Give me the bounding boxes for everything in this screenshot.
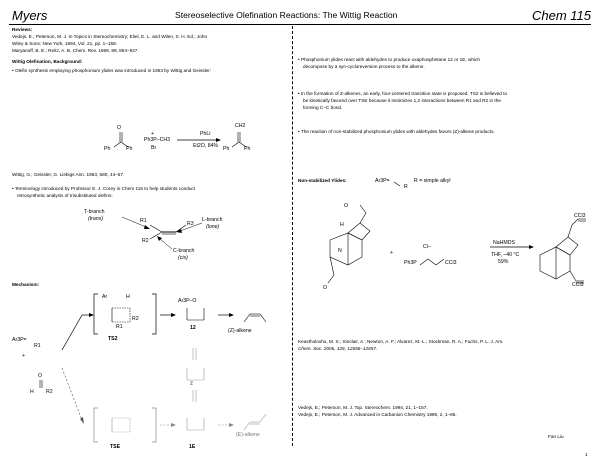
ref-vedejs-2: Vedejs, E.; Peterson, M. J. Advanced in Carbanion Chemistry 1996, 2, 1–85. <box>298 412 457 417</box>
ts-top-ar: Ar <box>102 294 108 300</box>
page-title: Stereoselective Olefination Reactions: The Wittig Reaction <box>175 10 398 20</box>
bond-ph-left <box>114 142 121 147</box>
ylide-formula: Ph3P–CH3 <box>144 137 170 143</box>
mechanism-scheme <box>12 290 292 455</box>
salt-chain-2 <box>428 259 436 265</box>
right-bullet-1b: decompose by a syn-cycloreversion process to the alkene. <box>303 64 425 69</box>
mech-plus: + <box>22 353 26 359</box>
ref-vedejs-1: Vedejs, E.; Peterson, M. J. Top. Stereochem. 1994, 21, 1–157. <box>298 405 428 410</box>
mechanism-heading: Mechanism: <box>12 282 40 287</box>
t-branch-sub: (trans) <box>88 216 103 222</box>
e-alkene-bond-2 <box>260 414 266 422</box>
nonstab-def: R = simple alkyl <box>414 178 451 184</box>
example-salt: Ph3P <box>404 260 417 266</box>
z-alkene-bond-1 <box>244 314 250 322</box>
example-n: N <box>338 248 342 254</box>
review-citation-1a: Vedejs, E.; Peterson, M. J. In Topics in Stereochemistry; Eliel, E. L. and Wilen, S. H. Ed.; John <box>12 34 208 39</box>
mech-ylide: Ar3P= <box>12 337 27 343</box>
product-ccl3-top: CCl3 <box>574 213 586 219</box>
right-bullet-2a: • In the formation of Z-alkenes, an early, four-centered transition state is proposed. TS2 is believed to <box>298 91 508 96</box>
ts-bottom-label: TSE <box>110 444 121 450</box>
mech-ylide-r1: R1 <box>34 343 41 349</box>
page-number: 1 <box>585 452 588 457</box>
mech-aldehyde-o: O <box>38 373 43 379</box>
c-branch-sub: (cis) <box>178 255 188 261</box>
ts-bottom-bracket-right <box>152 408 156 442</box>
start-chain-4 <box>328 275 334 283</box>
nonstab-chain <box>392 176 412 190</box>
example-h: H <box>340 222 344 228</box>
product-ph-right: Ph <box>244 146 251 152</box>
product-ring-1 <box>540 247 570 279</box>
ref-keastholovhu-2: Chem. Soc. 2006, 128, 12656–12657. <box>298 346 378 351</box>
reactant-o: O <box>117 125 122 131</box>
right-bullet-2c: forming C–C bond. <box>303 105 343 110</box>
alkene-bond-1 <box>150 225 162 232</box>
header-course: Chem 115 <box>532 8 592 23</box>
product-chain-2 <box>572 219 578 225</box>
example-cl-minus: Cl– <box>423 244 431 250</box>
salt-chain-3 <box>436 259 444 265</box>
start-chain-1 <box>360 213 366 223</box>
header-divider <box>9 24 591 25</box>
l-branch-sub: (lone) <box>206 224 220 230</box>
product-ring-2 <box>556 237 578 255</box>
mech-arrow-up <box>62 315 82 350</box>
oxaphos-top-ar3po: Ar3P–O <box>178 298 197 304</box>
header-author: Myers <box>12 8 48 23</box>
background-heading: Wittig Olefination, Background: <box>12 59 83 64</box>
example-reagent: NaHMDS <box>493 240 515 246</box>
ts-top-bracket-left <box>94 294 98 334</box>
background-bullet: • Olefin synthesis employing phosphonium ylides was introduced in 1953 by Wittig and Geissler: <box>12 68 212 73</box>
product-chain-1 <box>568 225 572 237</box>
product-chain-3 <box>570 271 576 281</box>
example-yield: 59% <box>498 259 509 265</box>
reviews-heading: Reviews: <box>12 27 33 32</box>
t-branch-label: T-branch <box>84 209 105 215</box>
branch-diagram <box>90 205 250 265</box>
oxaphos-top-label: 12 <box>190 325 196 331</box>
ylide-plus: + <box>151 131 155 137</box>
scheme1-reagent: PhLi <box>200 131 211 137</box>
oxaphos-mid-label: 2 <box>190 381 193 387</box>
example-o-top: O <box>344 203 349 209</box>
mech-arrowhead-down <box>80 417 84 424</box>
salt-chain-1 <box>420 259 428 265</box>
right-bullet-1a: • Phosphonium ylides react with aldehydes to produce oxaphosphetane 12 or 1E, which <box>298 57 480 62</box>
nonstab-ylide: Ar3P= <box>375 178 390 184</box>
example-plus: + <box>390 250 394 256</box>
author-name: Fan Liu <box>548 434 564 439</box>
example-salt-tail: CCl3 <box>445 260 457 266</box>
mech-aldehyde-r2: R2 <box>46 389 53 395</box>
product-ph-left: Ph <box>223 146 230 152</box>
branch-r2: R2 <box>142 238 149 244</box>
t-branch-arrowhead <box>144 225 150 229</box>
ylide-counterion: Br <box>151 145 157 151</box>
nonstab-bond <box>394 182 400 186</box>
start-chain-2 <box>360 205 366 213</box>
ts-top-label: TS2 <box>108 336 118 342</box>
c-branch-arrow <box>160 239 172 249</box>
example-o-bottom: O <box>323 285 328 291</box>
mech-arrowhead-bottom-2 <box>229 423 234 427</box>
nonstab-heading: Non-stabilized Ylides: <box>298 178 347 183</box>
review-citation-2: Maryanoff, B. E.; Reitz, A. B. Chem. Rev. 1989, 89, 863–927. <box>12 48 139 53</box>
right-bullet-3: • The reaction of non-stabilized phosphonium ylides with aldehydes favors (Z)-alkene products. <box>298 129 495 134</box>
nonstab-example-scheme <box>300 195 595 305</box>
mech-arrowhead-bottom-1 <box>171 423 176 427</box>
ts-top-r1: R1 <box>116 324 123 330</box>
branch-r3: R3 <box>187 221 194 227</box>
ts-top-h: H <box>126 294 130 300</box>
ref-keastholovhu: Keastholovhu, M. S.; Sinclair, A.; Newton, A. F.; Alvarez, M.-L.; Stockman, R. A.; Fuchs, P. L. J. Am. <box>298 339 504 344</box>
reaction-arrowhead <box>216 138 221 142</box>
review-citation-1b: Wiley & Sons: New York, 1994, Vol. 21, pp. 1–158. <box>12 41 118 46</box>
example-conditions: THF, –40 °C <box>491 252 520 258</box>
scheme1-conditions: Et2O, 84% <box>193 143 219 149</box>
z-alkene-bond-2 <box>260 314 266 322</box>
reactant-ph-right: Ph <box>126 146 133 152</box>
reactant-ph-left: Ph <box>104 146 111 152</box>
ref-wittig-geissler: Wittig, G.; Geissler, G. Liebigs Ann. 1953, 580, 44–57. <box>12 172 125 177</box>
c-branch-label: C-branch <box>173 248 195 254</box>
start-chain-3 <box>330 257 334 275</box>
start-ring-2 <box>348 223 370 240</box>
e-alkene-bond-1 <box>244 422 250 430</box>
product-ch2: CH2 <box>235 123 246 129</box>
mech-arrowhead-alkene <box>229 313 234 317</box>
terminology-line-1: • Terminology introduced by Professor E. J. Corey in Chem 115 to help students conduct <box>12 186 196 191</box>
terminology-line-2: retrosynthetic analysis of trisubstituted olefins: <box>17 193 113 198</box>
mech-arrowhead-oxaphos <box>171 313 176 317</box>
z-alkene-label: (Z)-alkene <box>228 328 252 334</box>
product-bond-left <box>232 142 239 147</box>
mech-aldehyde-h: H <box>30 389 34 395</box>
ts-top-r2: R2 <box>132 316 139 322</box>
l-branch-label: L-branch <box>202 217 223 223</box>
mech-arrow-down <box>62 368 82 420</box>
branch-r1: R1 <box>140 218 147 224</box>
ts-top-bracket-right <box>152 294 156 334</box>
mech-arrowhead-up <box>89 313 94 317</box>
example-arrowhead <box>529 245 534 249</box>
e-alkene-label: (E)-alkene <box>236 432 260 438</box>
oxaphos-bottom-label: 1E <box>189 444 196 450</box>
column-divider <box>292 26 293 446</box>
right-bullet-2b: be kinetically favored over TSE because it minimizes 1,2 interactions between R1 and R2 in the <box>303 98 501 103</box>
nonstab-r: R <box>404 184 408 190</box>
ts-bottom-bracket-left <box>94 408 98 442</box>
product-ccl3-bottom: CCl3 <box>572 282 584 288</box>
